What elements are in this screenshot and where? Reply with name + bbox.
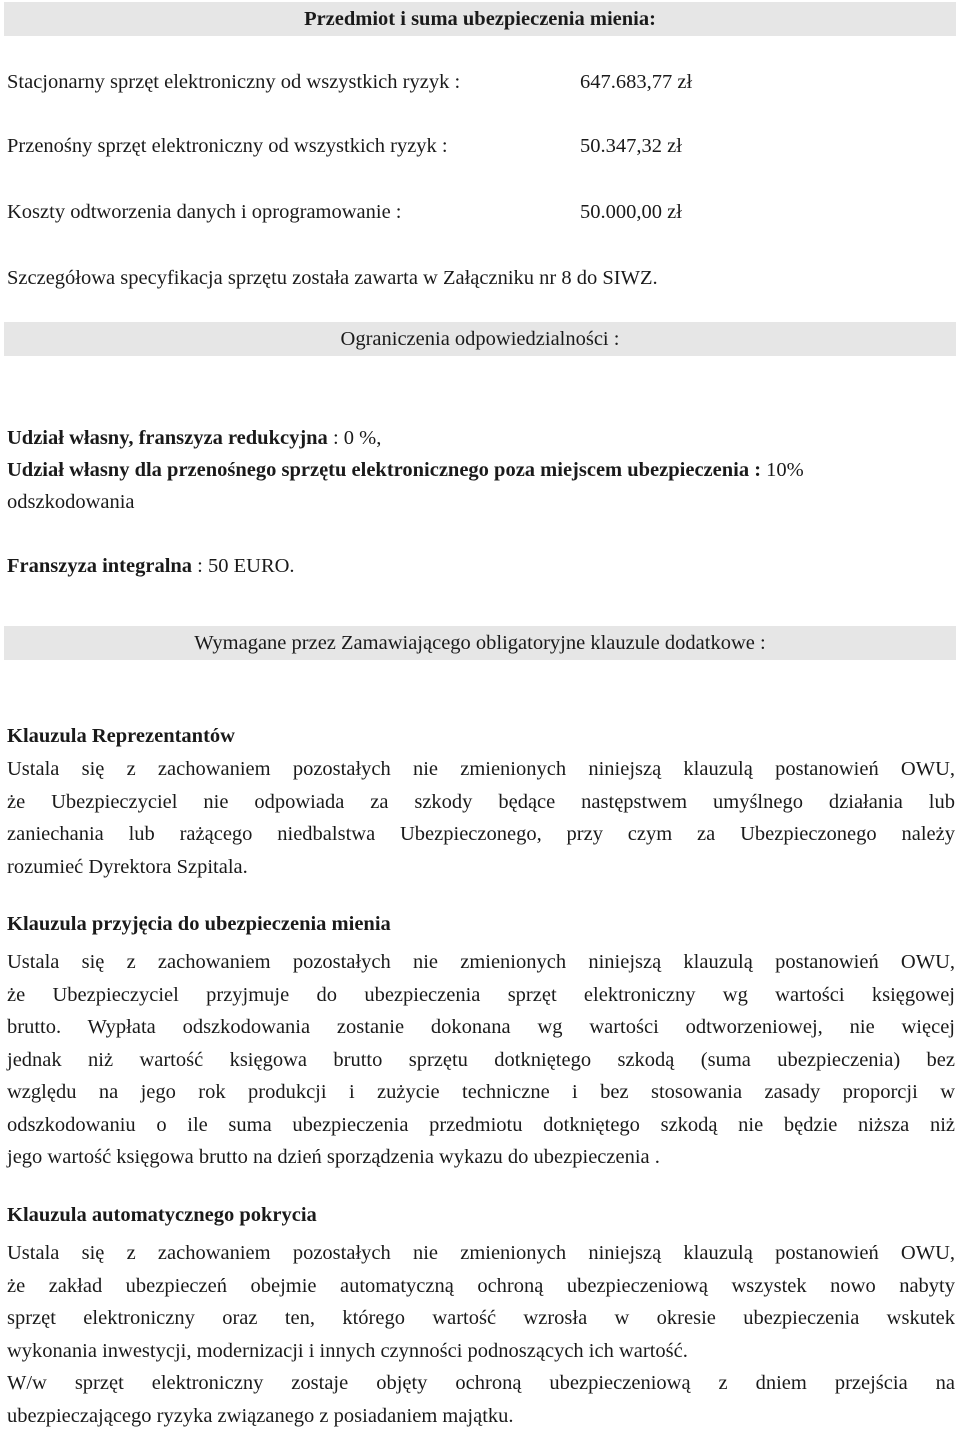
item-label: Przenośny sprzęt elektroniczny od wszystkich ryzyk : xyxy=(7,135,448,157)
clause-body xyxy=(7,946,955,1174)
item-value: 647.683,77 zł xyxy=(580,71,693,93)
section-title: Wymagane przez Zamawiającego obligatoryjne klauzule dodatkowe : xyxy=(194,632,766,654)
text-line: odszkodowaniu o ile suma ubezpieczenia przedmiotu dotkniętego szkodą nie będzie niższa niż xyxy=(7,1113,955,1136)
specification-note: Szczegółowa specyfikacja sprzętu została zawarta w Załączniku nr 8 do SIWZ. xyxy=(7,267,658,289)
clause-body xyxy=(7,1237,955,1432)
text-line: Ustala się z zachowaniem pozostałych nie zmienionych niniejszą klauzulą postanowień OWU, xyxy=(7,1242,955,1264)
text-line: że Ubezpieczyciel przyjmuje do ubezpieczenia sprzęt elektroniczny wg wartości księgowej xyxy=(7,983,955,1006)
section-header-liability-limits xyxy=(4,322,956,356)
text-line: Ustala się z zachowaniem pozostałych nie zmienionych niniejszą klauzulą postanowień OWU, xyxy=(7,951,955,973)
text-line: sprzęt elektroniczny oraz ten, którego wartość wzrosła w okresie ubezpieczenia wskutek xyxy=(7,1307,955,1329)
text-line: brutto. Wypłata odszkodowania zostanie dokonana wg wartości odtworzeniowej, nie więcej xyxy=(7,1016,955,1038)
deductible-line xyxy=(7,425,381,451)
item-value: 50.000,00 zł xyxy=(580,201,682,223)
section-header-insurance-subject xyxy=(4,2,956,36)
text-line: względu na jego rok produkcji i zużycie techniczne i bez stosowania zasady proporcji w xyxy=(7,1081,955,1103)
portable-deductible-cont: odszkodowania xyxy=(7,491,135,513)
clause-heading: Klauzula automatycznego pokrycia xyxy=(7,1204,317,1226)
item-label: Stacjonarny sprzęt elektroniczny od wszystkich ryzyk : xyxy=(7,71,461,93)
item-label: Koszty odtworzenia danych i oprogramowanie : xyxy=(7,201,402,223)
text-line: że zakład ubezpieczeń obejmie automatyczną ochroną ubezpieczeniową wszystek nowo nabyty xyxy=(7,1274,955,1297)
clause-heading: Klauzula Reprezentantów xyxy=(7,725,235,747)
text-line: ubezpieczającego ryzyka związanego z posiadaniem majątku. xyxy=(7,1404,514,1427)
text-line: Ustala się z zachowaniem pozostałych nie zmienionych niniejszą klauzulą postanowień OWU, xyxy=(7,758,955,780)
text-line: wykonania inwestycji, modernizacji i innych czynności podnoszących ich wartość. xyxy=(7,1339,688,1362)
text-line: zaniechania lub rażącego niedbalstwa Ubezpieczonego, przy czym za Ubezpieczonego należy xyxy=(7,823,955,845)
clause-heading: Klauzula przyjęcia do ubezpieczenia mienia xyxy=(7,913,391,935)
section-title: Ograniczenia odpowiedzialności : xyxy=(340,328,620,350)
portable-deductible-label: Udział własny dla przenośnego sprzętu elektronicznego poza miejscem ubezpieczenia : xyxy=(7,459,762,481)
text-line: jednak niż wartość księgowa brutto sprzętu dotkniętego szkodą (suma ubezpieczenia) bez xyxy=(7,1048,955,1071)
franchise-value: : 50 EURO. xyxy=(197,555,295,577)
clause-body xyxy=(7,753,955,883)
franchise-line xyxy=(7,553,295,579)
deductible-label: Udział własny, franszyza redukcyjna xyxy=(7,427,328,449)
franchise-label: Franszyza integralna xyxy=(7,555,193,577)
text-line: rozumieć Dyrektora Szpitala. xyxy=(7,855,248,878)
text-line: W/w sprzęt elektroniczny zostaje objęty ochroną ubezpieczeniową z dniem przejścia na xyxy=(7,1372,955,1394)
deductible-value: : 0 %, xyxy=(332,427,382,449)
section-header-mandatory-clauses xyxy=(4,626,956,660)
portable-deductible-line xyxy=(7,457,804,483)
text-line: że Ubezpieczyciel nie odpowiada za szkody będące następstwem umyślnego działania lub xyxy=(7,790,955,813)
portable-deductible-value: 10% xyxy=(766,459,804,481)
section-title: Przedmiot i suma ubezpieczenia mienia: xyxy=(304,8,656,30)
item-value: 50.347,32 zł xyxy=(580,135,682,157)
text-line: jego wartość księgowa brutto na dzień sporządzenia wykazu do ubezpieczenia . xyxy=(7,1146,660,1168)
